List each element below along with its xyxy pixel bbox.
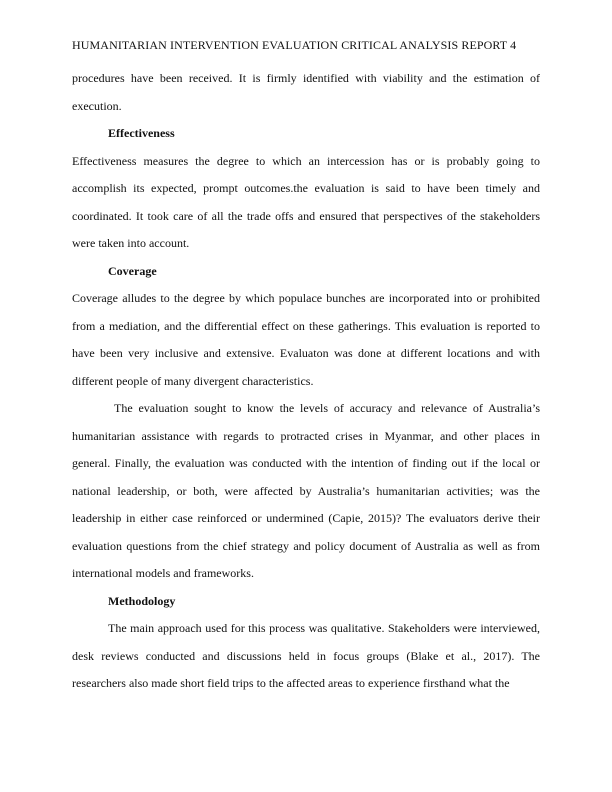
paragraph-methodology: The main approach used for this process was qualitative. Stakeholders were interviewed, desk reviews conducted and discussions held in focus groups (Blake et al., 2017). The researchers also made short field trips to the affected areas to experience firsthand what the: [72, 621, 540, 690]
paragraph-coverage: Coverage alludes to the degree by which populace bunches are incorporated into or prohibited from a mediation, and the differential effect on these gatherings. This evaluation is reported to have been very inclusive and extensive. Evaluaton was done at different locations and with different people of many divergent characteristics.: [72, 291, 540, 388]
heading-effectiveness: Effectiveness: [108, 126, 175, 140]
heading-methodology: Methodology: [108, 593, 176, 608]
document-body: [72, 65, 540, 698]
paragraph-effectiveness: Effectiveness measures the degree to which an intercession has or is probably going to accomplish its expected, prompt outcomes.the evaluation is said to have been timely and coordinated. It took care of all the trade offs and ensured that perspectives of the stakeholders were taken into account.: [72, 153, 540, 250]
paragraph-evaluation: The evaluation sought to know the levels of accuracy and relevance of Australia’s humanitarian assistance with regards to protracted crises in Myanmar, and other places in general. Finally, the evaluation was conducted with the intention of finding out if the local or national leadership, or both, were affected by Australia’s humanitarian activities; was the leadership in either case reinforced or undermined (Capie, 2015)? The evaluators derive their evaluation questions from the chief strategy and policy document of Australia as well as from international models and frameworks.: [72, 401, 540, 580]
running-head: HUMANITARIAN INTERVENTION EVALUATION CRITICAL ANALYSIS REPORT 4: [72, 38, 517, 52]
paragraph-continuation: procedures have been received. It is firmly identified with viability and the estimation of execution.: [72, 71, 540, 113]
heading-coverage: Coverage: [108, 263, 157, 278]
